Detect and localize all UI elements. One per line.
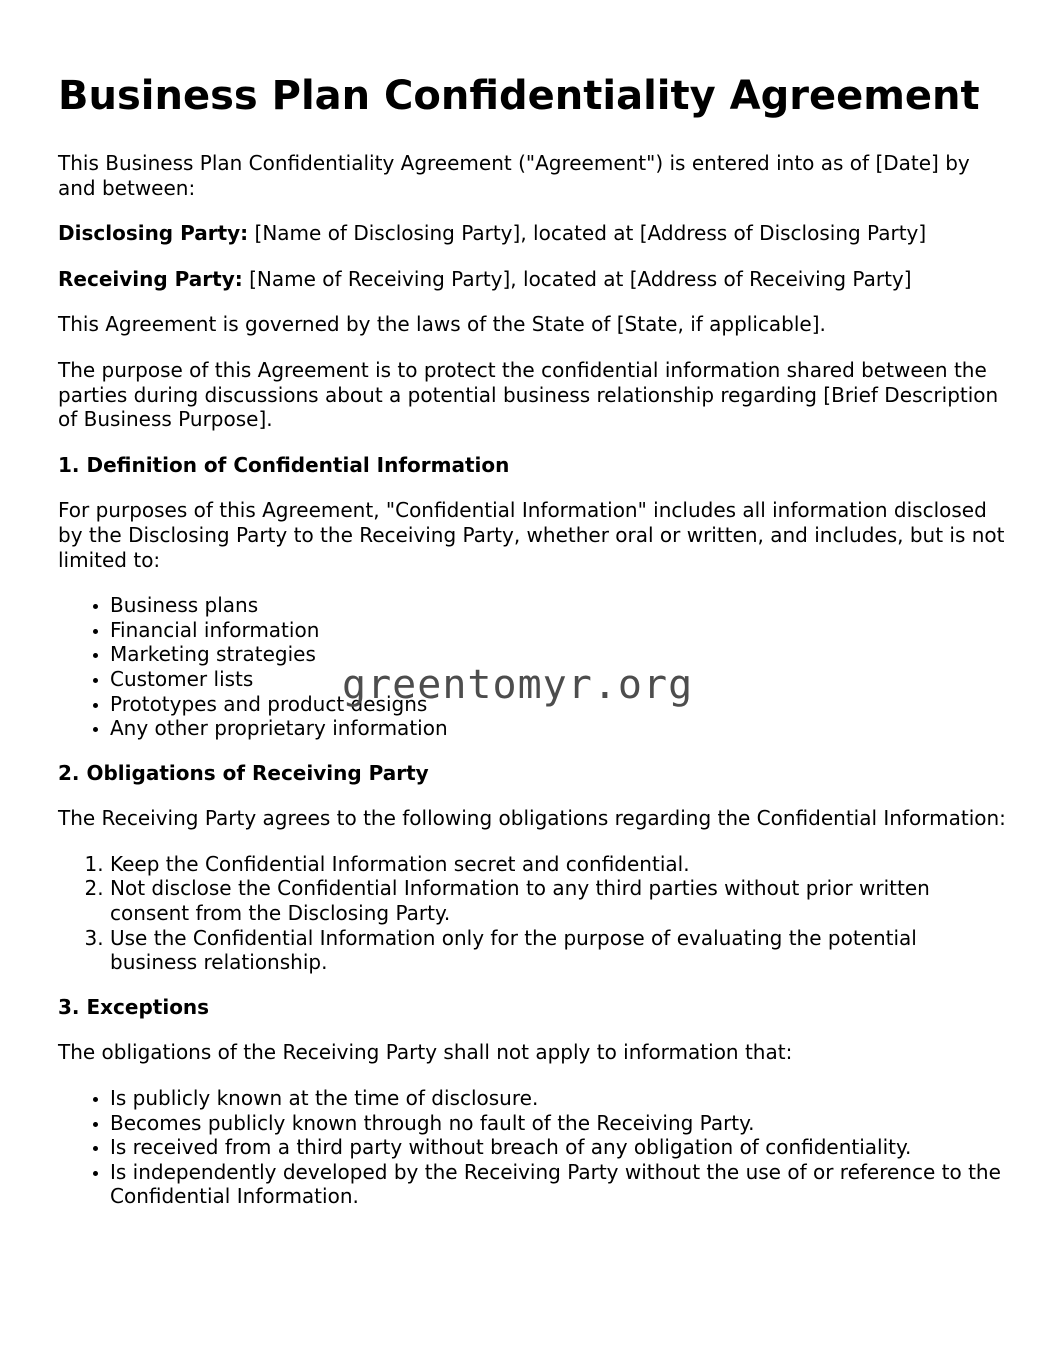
section-3-text: The obligations of the Receiving Party shall not apply to information that: (58, 1040, 793, 1065)
disclosing-party-paragraph (58, 221, 1008, 246)
list-item: 1. Keep the Confidential Information secret and confidential. (110, 852, 1008, 877)
list-item: 2. Not disclose the Confidential Information to any third parties without prior written consent from the Disclosing Party. (110, 876, 1008, 925)
document-page (58, 72, 1008, 1229)
intro-paragraph: This Business Plan Confidentiality Agreement ("Agreement") is entered into as of [Date] by and between: (58, 151, 970, 200)
list-item: • Any other proprietary information (110, 716, 1008, 741)
list-item: • Becomes publicly known through no fault of the Receiving Party. (110, 1111, 1008, 1136)
list-item: • Is independently developed by the Receiving Party without the use of or reference to the Confidential Information. (110, 1160, 1008, 1209)
watermark-text: greentomyr.org (342, 662, 694, 708)
receiving-party-label: Receiving Party: (58, 266, 243, 291)
section-3-list (58, 1086, 1008, 1209)
list-item: • Marketing strategies (110, 642, 1008, 667)
list-item: • Prototypes and product designs (110, 692, 1008, 717)
governing-law-paragraph: This Agreement is governed by the laws of the State of [State, if applicable]. (58, 312, 826, 337)
list-item: • Financial information (110, 618, 1008, 643)
list-item: • Is publicly known at the time of disclosure. (110, 1086, 1008, 1111)
list-item: 3. Use the Confidential Information only for the purpose of evaluating the potential business relationship. (110, 926, 1008, 975)
section-2-text: The Receiving Party agrees to the following obligations regarding the Confidential Information: (58, 806, 1006, 831)
section-3-heading: 3. Exceptions (58, 994, 210, 1019)
receiving-party-text: [Name of Receiving Party], located at [Address of Receiving Party] (242, 266, 912, 291)
section-1-heading: 1. Definition of Confidential Information (58, 452, 510, 477)
list-item: • Business plans (110, 593, 1008, 618)
section-1-text: For purposes of this Agreement, "Confidential Information" includes all information disclosed by the Disclosing Party to the Receiving Party, whether oral or written, and includes, but is not limited to: (58, 498, 1005, 572)
list-item: • Is received from a third party without breach of any obligation of confidentiality. (110, 1135, 1008, 1160)
receiving-party-paragraph (58, 267, 1008, 292)
list-item: • Customer lists (110, 667, 1008, 692)
purpose-paragraph: The purpose of this Agreement is to protect the confidential information shared between the parties during discussions about a potential business relationship regarding [Brief Description of Business Purpose]. (58, 357, 999, 432)
section-2-list (58, 852, 1008, 975)
document-title: Business Plan Confidentiality Agreement (58, 73, 980, 119)
disclosing-party-text: [Name of Disclosing Party], located at [Address of Disclosing Party] (248, 221, 927, 246)
disclosing-party-label: Disclosing Party: (58, 221, 249, 246)
section-2-heading: 2. Obligations of Receiving Party (58, 760, 429, 785)
